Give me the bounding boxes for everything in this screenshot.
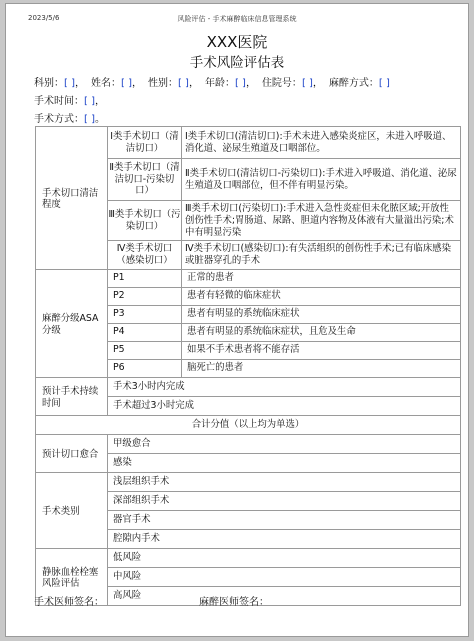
surgery-method-field[interactable]: [ ] — [84, 114, 95, 125]
incision-class-option[interactable]: Ⅳ类手术切口（感染切口） — [108, 241, 182, 270]
sex-label: 性别： — [147, 78, 178, 89]
form-title: 手术风险评估表 — [189, 55, 285, 71]
surgeon-signature-label[interactable]: 手术医师签名： — [34, 597, 104, 608]
asa-level-option[interactable]: P4 — [108, 323, 182, 341]
asa-level-desc: 如果不手术患者将不能存活 — [182, 341, 461, 359]
vte-risk-option[interactable]: 低风险 — [108, 548, 461, 567]
print-header — [28, 14, 446, 26]
duration-option[interactable]: 手术超过3小时完成 — [108, 396, 461, 415]
anesthetist-signature-label[interactable]: 麻醉医师签名： — [199, 597, 269, 608]
surgery-time-field[interactable]: [ ] — [84, 96, 95, 107]
surgery-type-option[interactable]: 浅层组织手术 — [108, 472, 461, 491]
duration-option[interactable]: 手术3小时内完成 — [108, 377, 461, 396]
total-score-label: 合计分值（以上均为单选） — [36, 415, 461, 434]
incision-class-desc: Ⅳ类手术切口(感染切口):有失活组织的创伤性手术;已有临床感染或脏器穿孔的手术 — [182, 241, 461, 270]
incision-class-desc: Ⅰ类手术切口(清洁切口):手术未进入感染炎症区，未进入呼吸道、消化道、泌尿生殖道及口咽部位。 — [182, 127, 461, 159]
bed-label: 住院号： — [261, 78, 302, 89]
vte-category-cell: 静脉血栓栓塞风险评估 — [36, 548, 108, 605]
form-page — [5, 3, 469, 637]
vte-risk-option[interactable]: 中风险 — [108, 567, 461, 586]
surgery-time-line: 手术时间：[ ]， — [34, 96, 105, 107]
risk-assessment-table — [35, 126, 461, 606]
table-row — [36, 127, 461, 159]
age-field[interactable]: [ ] — [234, 78, 246, 89]
asa-level-desc: 正常的患者 — [182, 269, 461, 287]
incision-class-option[interactable]: Ⅲ类手术切口（污染切口） — [108, 201, 182, 241]
table-row — [36, 377, 461, 396]
vte-risk-option[interactable]: 高风险 — [108, 586, 461, 605]
bed-field[interactable]: [ ] — [301, 78, 313, 89]
asa-level-option[interactable]: P5 — [108, 341, 182, 359]
table-row — [36, 472, 461, 491]
asa-level-desc: 患者有明显的系统临床症状 — [182, 305, 461, 323]
table-row — [36, 415, 461, 434]
asa-level-option[interactable]: P3 — [108, 305, 182, 323]
patient-info-line: 科别：[ ]， 姓名：[ ]， 性别：[ ]， 年龄：[ ]， 住院号：[ ]， 麻醉方式：[ ] — [34, 78, 390, 89]
surgery-type-option[interactable]: 深部组织手术 — [108, 491, 461, 510]
healing-option[interactable]: 感染 — [108, 453, 461, 472]
incision-class-desc: Ⅲ类手术切口(污染切口):手术进入急性炎症但未化脓区域;开放性创伤性手术;胃肠道、尿路、胆道内容物及体液有大量溢出污染;术中有明显污染 — [182, 201, 461, 241]
anes-method-label: 麻醉方式： — [328, 78, 379, 89]
hospital-name: XXX医院 — [206, 33, 268, 51]
asa-category-cell: 麻醉分级ASA分级 — [36, 269, 108, 377]
asa-level-desc: 脑死亡的患者 — [182, 359, 461, 377]
table-row — [36, 548, 461, 567]
age-label: 年龄： — [204, 78, 235, 89]
asa-level-option[interactable]: P1 — [108, 269, 182, 287]
asa-level-option[interactable]: P6 — [108, 359, 182, 377]
print-header-title: 风险评估 - 手术麻醉临床信息管理系统 — [177, 15, 297, 23]
asa-level-desc: 患者有明显的系统临床症状，且危及生命 — [182, 323, 461, 341]
surgery-method-label: 手术方式： — [34, 114, 84, 125]
asa-level-desc: 患者有轻微的临床症状 — [182, 287, 461, 305]
sex-field[interactable]: [ ] — [177, 78, 189, 89]
table-row — [36, 434, 461, 453]
print-date: 2023/5/6 — [28, 14, 60, 22]
surgery-method-line: 手术方式：[ ]。 — [34, 114, 105, 125]
healing-category-cell: 预计切口愈合 — [36, 434, 108, 472]
surgery-type-option[interactable]: 器官手术 — [108, 510, 461, 529]
surgery-type-category-cell: 手术类别 — [36, 472, 108, 548]
incision-class-option[interactable]: Ⅱ类手术切口（清洁切口-污染切口） — [108, 159, 182, 201]
anes-method-field[interactable]: [ ] — [378, 78, 390, 89]
incision-category-cell: 手术切口清洁程度 — [36, 127, 108, 270]
surgery-type-option[interactable]: 腔隙内手术 — [108, 529, 461, 548]
name-label: 姓名： — [90, 78, 121, 89]
dept-field[interactable]: [ ] — [64, 78, 75, 89]
healing-option[interactable]: 甲级愈合 — [108, 434, 461, 453]
name-field[interactable]: [ ] — [120, 78, 132, 89]
table-row — [36, 269, 461, 287]
dept-label: 科别： — [34, 78, 64, 89]
asa-level-option[interactable]: P2 — [108, 287, 182, 305]
incision-class-desc: Ⅱ类手术切口(清洁切口-污染切口):手术进入呼吸道、消化道、泌尿生殖道及口咽部位，但不伴有明显污染。 — [182, 159, 461, 201]
incision-class-option[interactable]: Ⅰ类手术切口（清洁切口） — [108, 127, 182, 159]
surgery-time-label: 手术时间： — [34, 96, 84, 107]
duration-category-cell: 预计手术持续时间 — [36, 377, 108, 415]
